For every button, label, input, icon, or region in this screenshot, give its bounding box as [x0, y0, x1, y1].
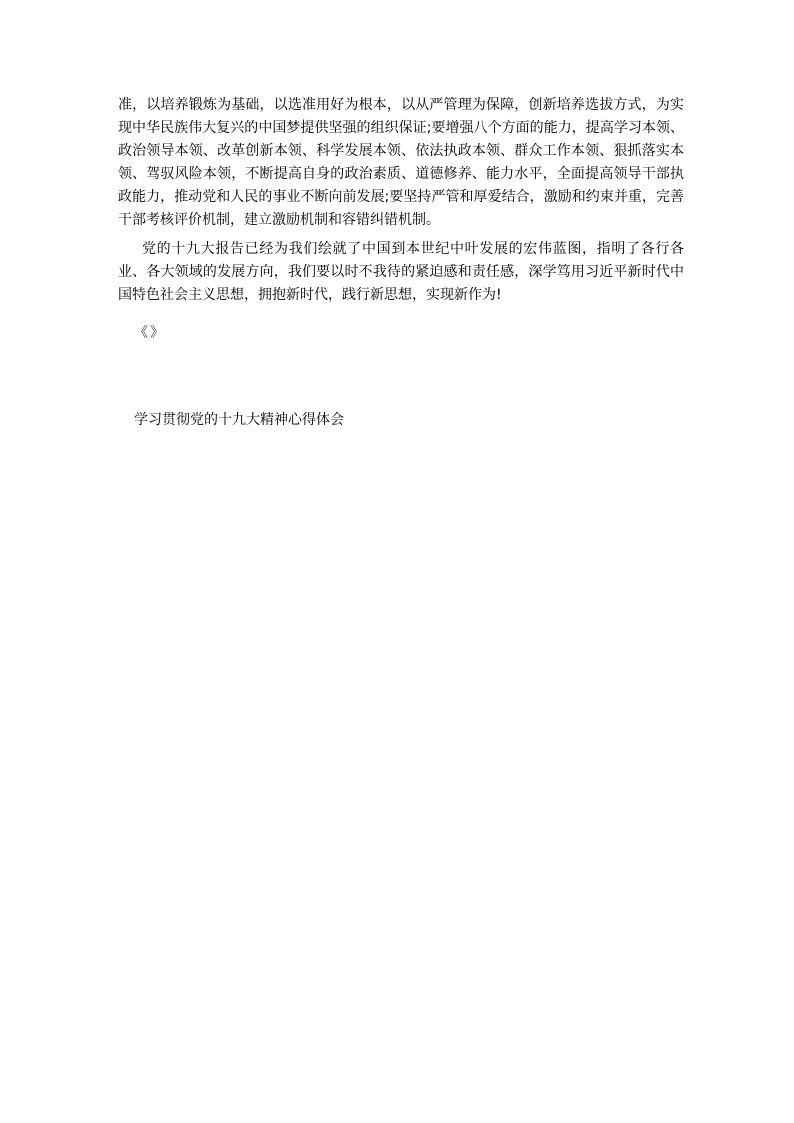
title-quote-marks: 《》 — [134, 325, 166, 341]
paragraph-2: 党的十九大报告已经为我们绘就了中国到本世纪中叶发展的宏伟蓝图，指明了各行各业、各大领域的发展方向，我们要以时不我待的紧迫感和责任感，深学笃用习近平新时代中国特色社会主义思想，拥抱新时代，践行新思想，实现新作为! — [118, 241, 684, 303]
paragraph-1: 准，以培养锻炼为基础，以选准用好为根本，以从严管理为保障，创新培养选拔方式，为实现中华民族伟大复兴的中国梦提供坚强的组织保证;要增强八个方面的能力，提高学习本领、政治领导本领、改革创新本领、科学发展本领、依法执政本领、群众工作本领、狠抓落实本领、驾驭风险本领，不断提高自身的政治素质、道德修养、能力水平，全面提高领导干部执政能力，推动党和人民的事业不断向前发展;要坚持严管和厚爱结合，激励和约束并重，完善干部考核评价机制，建立激励机制和容错纠错机制。 — [118, 97, 684, 228]
article-title: 学习贯彻党的十九大精神心得体会 — [134, 412, 344, 428]
